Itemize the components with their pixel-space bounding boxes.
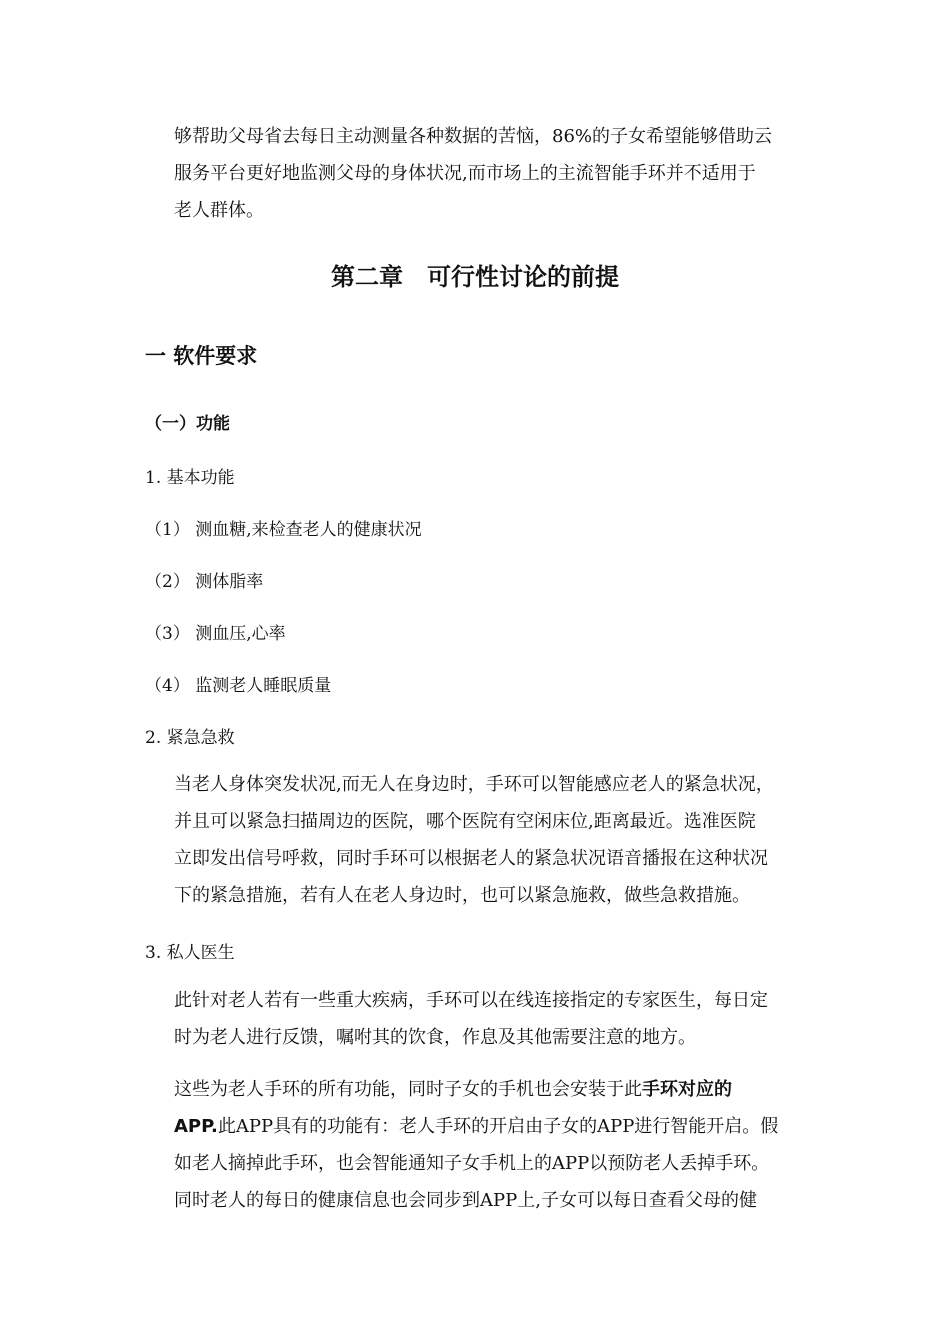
app-line-bold: 手环对应的 (642, 1079, 732, 1100)
subsection-title: （一）功能 (145, 414, 230, 434)
emergency-line: 并且可以紧急扫描周边的医院，哪个医院有空闲床位,距离最近。选准医院 (174, 811, 756, 832)
intro-line: 老人群体。 (174, 200, 264, 221)
doctor-heading: 3. 私人医生 (145, 943, 235, 963)
doctor-line: 此针对老人若有一些重大疾病，手环可以在线连接指定的专家医生，每日定 (174, 990, 768, 1011)
list-item: （1） 测血糖,来检查老人的健康状况 (145, 520, 422, 540)
list-item: （3） 测血压,心率 (145, 624, 286, 644)
emergency-heading: 2. 紧急急救 (145, 728, 235, 748)
intro-line: 服务平台更好地监测父母的身体状况,而市场上的主流智能手环并不适用于 (174, 163, 756, 184)
emergency-line: 立即发出信号呼救，同时手环可以根据老人的紧急状况语音播报在这种状况 (174, 848, 768, 869)
app-line-text: 这些为老人手环的所有功能，同时子女的手机也会安装于此 (174, 1079, 642, 1100)
basic-functions-heading: 1. 基本功能 (145, 468, 235, 488)
app-line-bold: APP. (174, 1116, 218, 1137)
app-line (174, 1108, 814, 1145)
app-line: 如老人摘掉此手环，也会智能通知子女手机上的APP以预防老人丢掉手环。 (174, 1153, 770, 1174)
app-line (174, 1071, 814, 1108)
app-line: 同时老人的每日的健康信息也会同步到APP上,子女可以每日查看父母的健 (174, 1190, 757, 1211)
intro-line: 够帮助父母省去每日主动测量各种数据的苦恼，86%的子女希望能够借助云 (174, 126, 773, 147)
chapter-title: 第二章 可行性讨论的前提 (331, 263, 619, 291)
list-item: （2） 测体脂率 (145, 572, 264, 592)
list-item: （4） 监测老人睡眠质量 (145, 676, 332, 696)
section-title: 一 软件要求 (145, 344, 258, 368)
emergency-line: 下的紧急措施，若有人在老人身边时，也可以紧急施救，做些急救措施。 (174, 885, 750, 906)
doctor-line: 时为老人进行反馈，嘱咐其的饮食，作息及其他需要注意的地方。 (174, 1027, 696, 1048)
emergency-line: 当老人身体突发状况,而无人在身边时，手环可以智能感应老人的紧急状况， (174, 774, 774, 795)
app-line-text: 此APP具有的功能有：老人手环的开启由子女的APP进行智能开启。假 (217, 1116, 779, 1137)
